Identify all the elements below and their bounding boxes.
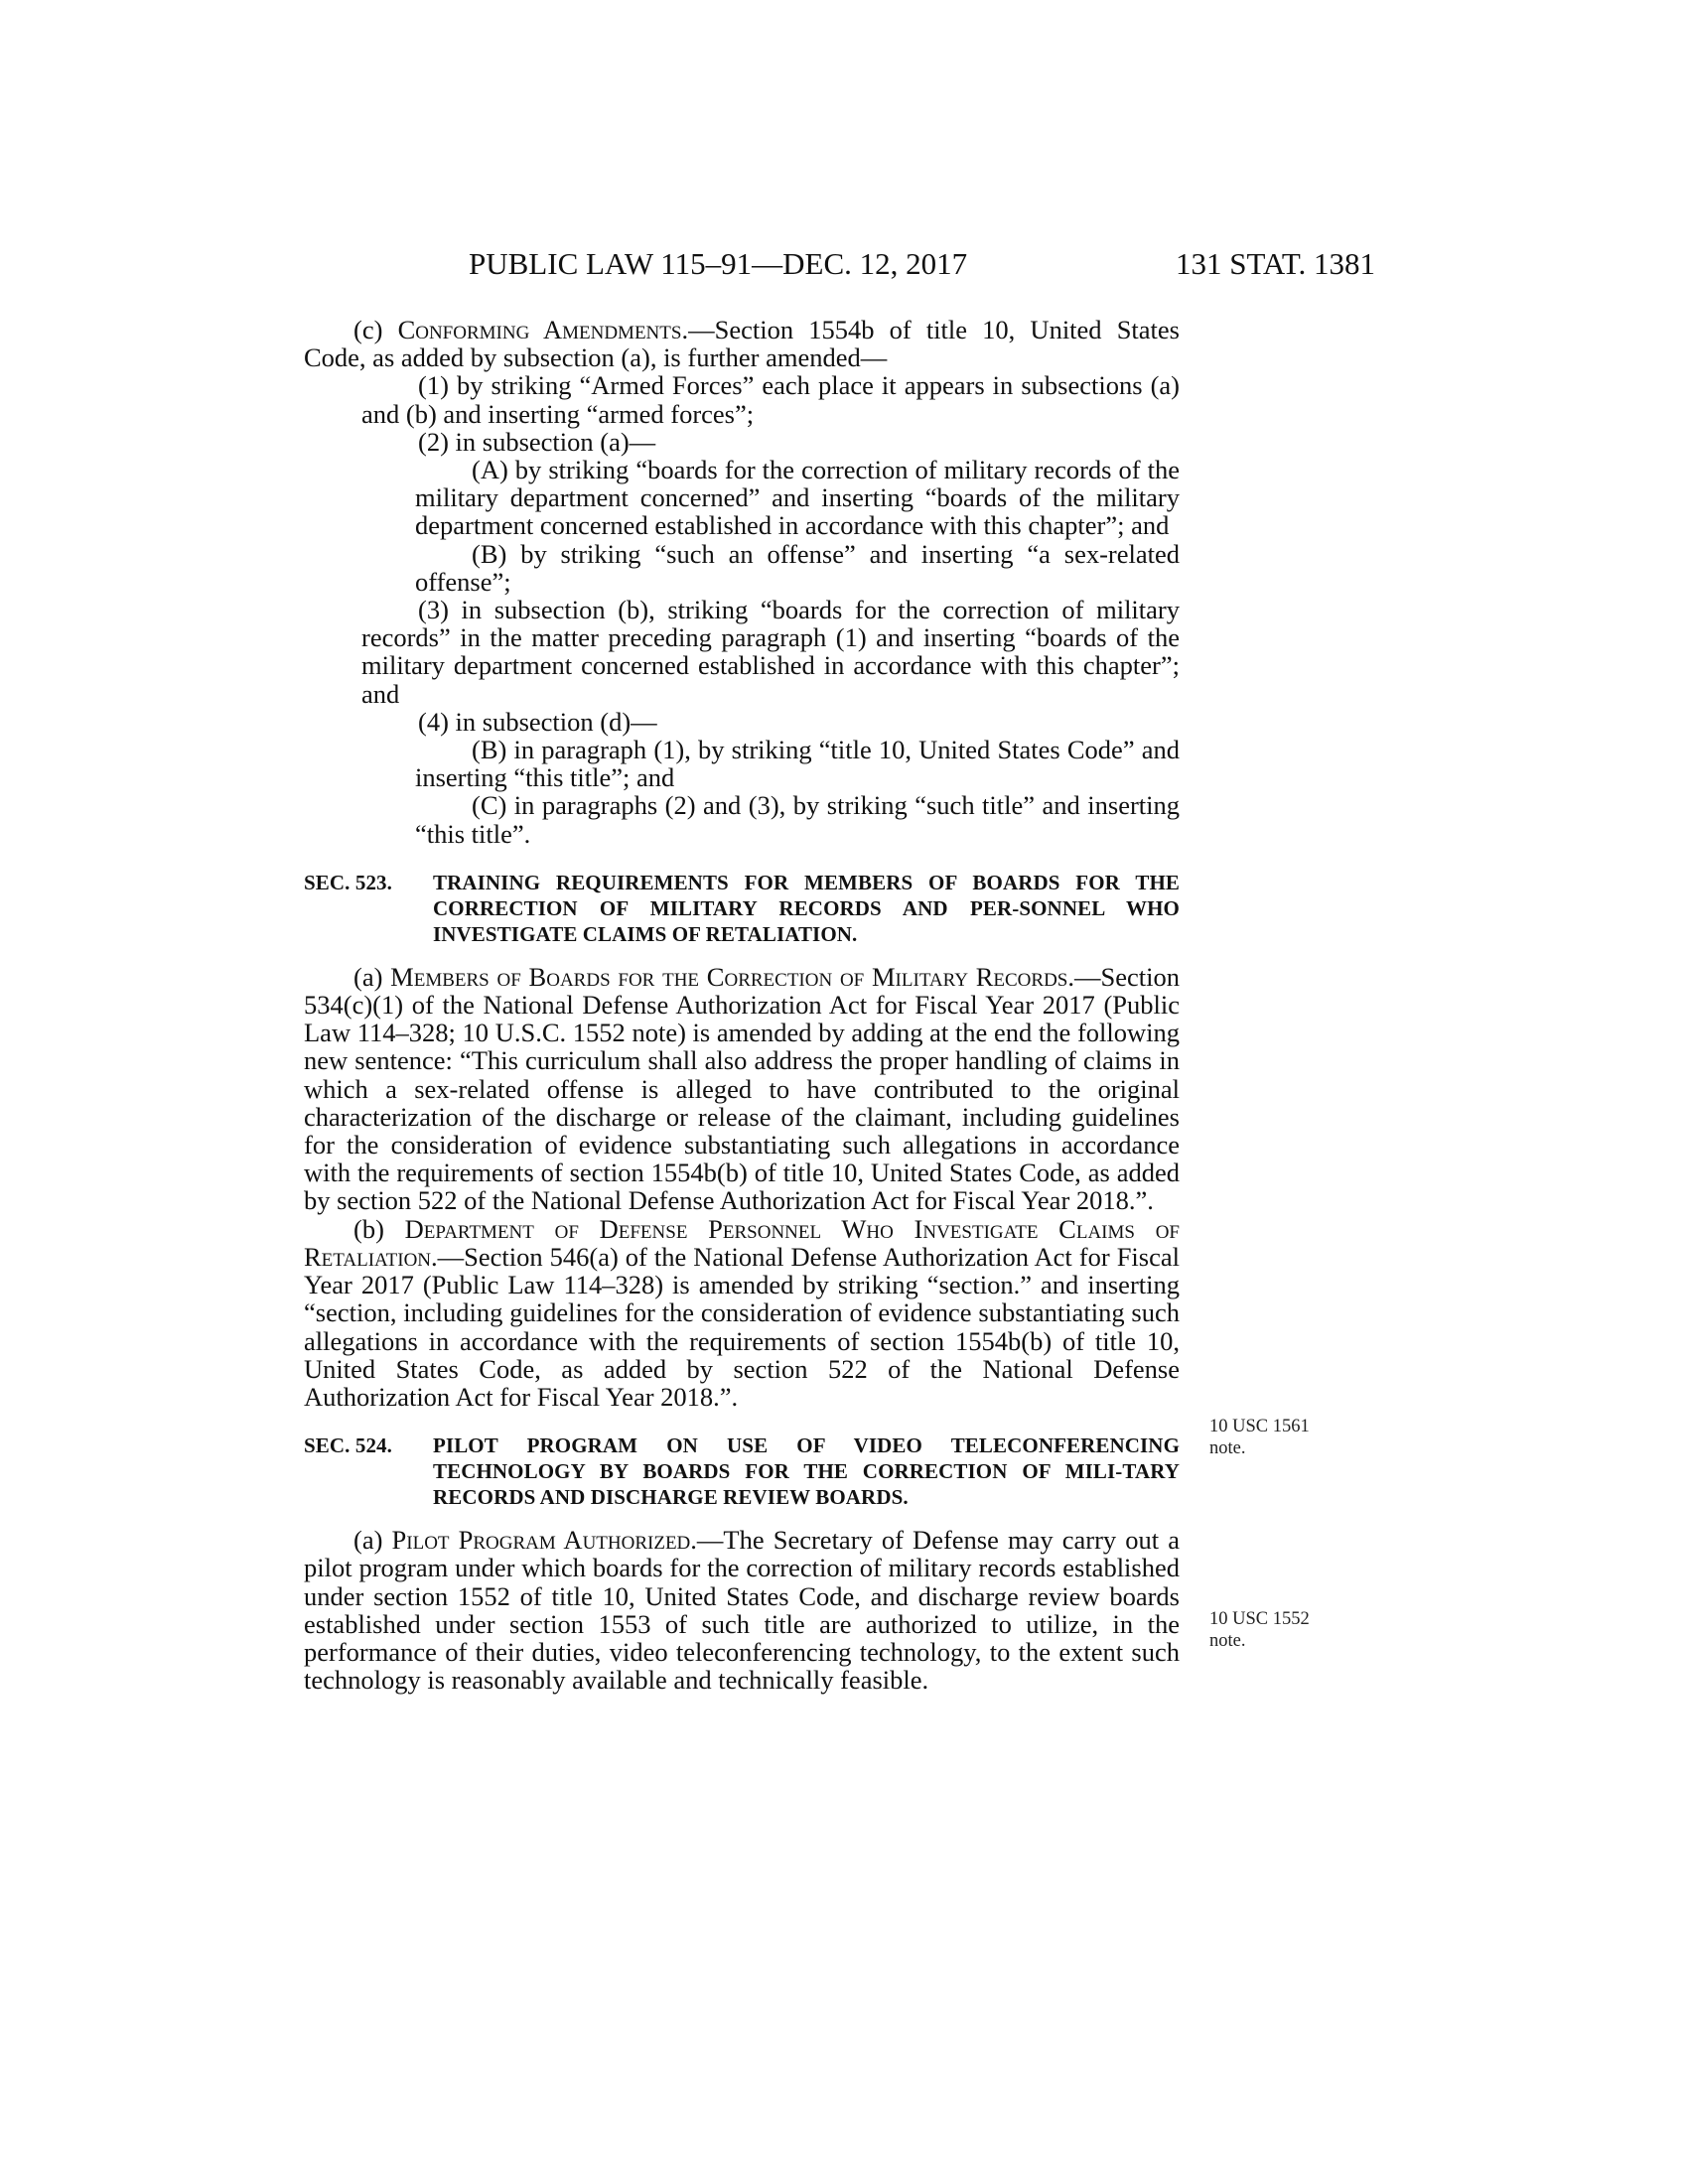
margin-note-usc-1561: 10 USC 1561 note.: [1209, 1417, 1310, 1458]
list-item: (B) in paragraph (1), by striking “title 10, United States Code” and inserting “this title”; and: [415, 735, 1180, 793]
section-524-subsection-a: (a) Pilot Program Authorized.—The Secretary of Defense may carry out a pilot program under which boards for the correction of military records established under section 1552 of title 10, United States Code, and discharge review boards established under section 1553 of such title are authorized to utilize, in the performance of their duties, video teleconferencing technology, to the extent such technology is reasonably available and technically feasible.: [304, 1525, 1180, 1696]
paragraph-heading: Department of Defense Personnel Who Investigate Claims of Retaliation: [304, 1213, 1180, 1272]
running-title: PUBLIC LAW 115–91—DEC. 12, 2017: [469, 246, 968, 281]
list-item: (A) by striking “boards for the correction of military records of the military department concerned” and inserting “boards of the military department concerned established in accordance with this chapter”; and: [415, 455, 1180, 541]
paragraph-heading: Members of Boards for the Correction of Military Records: [390, 961, 1068, 992]
section-524-heading: SEC. 524. PILOT PROGRAM ON USE OF VIDEO TELECONFERENCING TECHNOLOGY BY BOARDS FOR THE CORRECTION OF MILI-TARY RECORDS AND DISCHARGE REVIEW BOARDS.: [304, 1433, 1180, 1510]
list-item: (2) in subsection (a)—: [418, 426, 656, 457]
list-item: (B) by striking “such an offense” and inserting “a sex-related offense”;: [415, 538, 1180, 597]
section-523-subsection-b: (b) Department of Defense Personnel Who Investigate Claims of Retaliation.—Section 546(a) of the National Defense Authorization Act for Fiscal Year 2017 (Public Law 114–328) is amended by striking “section.” and inserting “section, including guidelines for the consideration of evidence substantiating such allegations in accordance with the requirements of section 1554b(b) of title 10, United States Code, as added by section 522 of the National Defense Authorization Act for Fiscal Year 2018.”.: [304, 1213, 1180, 1412]
list-item: (C) in paragraphs (2) and (3), by striking “such title” and inserting “this title”.: [415, 790, 1180, 849]
body-text: [304, 316, 1180, 1694]
paragraph-conforming-amendments: (c) Conforming Amendments.—Section 1554b of title 10, United States Code, as added by subsection (a), is further amended—: [304, 315, 1180, 373]
list-item: (1) by striking “Armed Forces” each place it appears in subsections (a) and (b) and inserting “armed forces”;: [361, 370, 1180, 429]
paragraph-heading: Pilot Program Authorized: [391, 1525, 691, 1556]
stat-page-number: 131 STAT. 1381: [1175, 246, 1375, 281]
list-item: (4) in subsection (d)—: [418, 706, 657, 737]
section-523-subsection-a: (a) Members of Boards for the Correction of Military Records.—Section 534(c)(1) of the National Defense Authorization Act for Fiscal Year 2017 (Public Law 114–328; 10 U.S.C. 1552 note) is amended by adding at the end the following new sentence: “This curriculum shall also address the proper handling of claims in which a sex-related offense is alleged to have contributed to the original characterization of the discharge or release of the claimant, including guidelines for the consideration of evidence substantiating such allegations in accordance with the requirements of section 1554b(b) of title 10, United States Code, as added by section 522 of the National Defense Authorization Act for Fiscal Year 2018.”.: [304, 961, 1180, 1216]
margin-note-usc-1552: 10 USC 1552 note.: [1209, 1609, 1310, 1651]
paragraph-heading: Conforming Amendments: [397, 315, 682, 344]
page-header: [298, 246, 1375, 292]
section-523-heading: SEC. 523. TRAINING REQUIREMENTS FOR MEMBERS OF BOARDS FOR THE CORRECTION OF MILITARY RECORDS AND PER-SONNEL WHO INVESTIGATE CLAIMS OF RETALIATION.: [304, 870, 1180, 946]
list-item: (3) in subsection (b), striking “boards for the correction of military records” in the matter preceding paragraph (1) and inserting “boards of the military department concerned established in accordance with this chapter”; and: [361, 595, 1180, 709]
